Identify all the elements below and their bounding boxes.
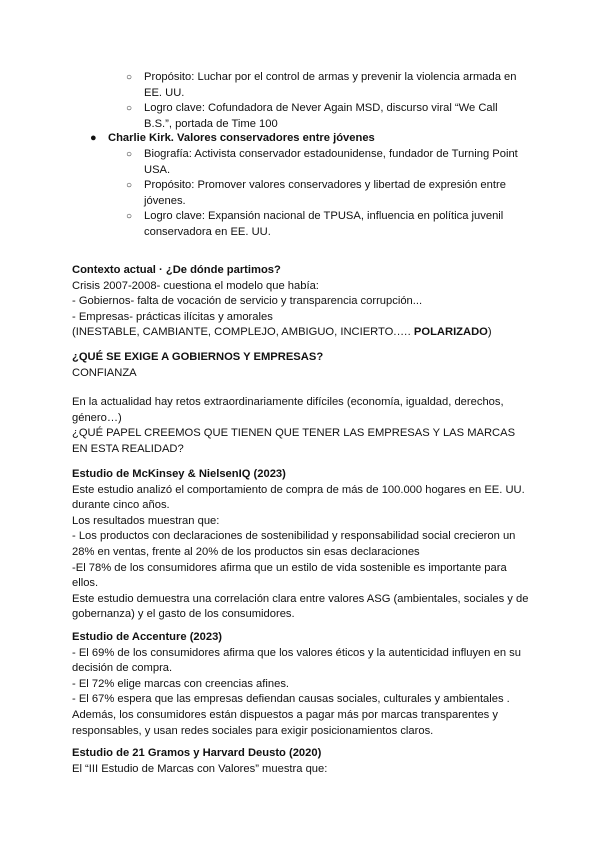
text-line: -El 78% de los consumidores afirma que un estilo de vida sostenible es importante para ellos. [72,561,507,590]
text-line: - El 69% de los consumidores afirma que los valores éticos y la autenticidad influyen en su decisión de compra. [72,646,521,675]
section-heading: ¿QUÉ SE EXIGE A GOBIERNOS Y EMPRESAS? [72,351,324,363]
list-item-text: Biografía: Activista conservador estadounidense, fundador de Turning Point USA. [144,148,518,176]
section-heading: Estudio de Accenture (2023) [72,631,223,643]
closing-bold: POLARIZADO [413,326,488,339]
paragraph: En la actualidad hay retos extraordinariamente difíciles (economía, igualdad, derechos, género…) [72,396,504,424]
retos-section [72,395,532,457]
section-heading: Contexto actual · ¿De dónde partimos? [72,264,281,276]
text-line: Este estudio analizó el comportamiento de compra de más de 100.000 hogares en EE. UU. durante cinco años. [72,483,525,512]
hollow-circle-bullet-icon: ○ [126,180,133,192]
text-line [72,325,532,341]
list-item-text: Propósito: Luchar por el control de armas y prevenir la violencia armada en EE. UU. [144,71,517,99]
text-line: Crisis 2007-2008- cuestiona el modelo que había: [72,279,319,292]
person-details [126,147,524,241]
closing-prefix: (INESTABLE, CAMBIANTE, COMPLEJO, AMBIGUO, INCIERTO.…. [72,326,414,339]
list-item-text: Propósito: Promover valores conservadores y libertad de expresión entre jóvenes. [144,179,506,207]
contexto-section [72,263,532,341]
section-heading: Estudio de 21 Gramos y Harvard Deusto (2020) [72,747,322,759]
list-item-text: Logro clave: Expansión nacional de TPUSA, influencia en política juvenil conservadora en EE. UU. [144,210,504,238]
person-heading-text: Charlie Kirk. Valores conservadores entre jóvenes [108,132,375,144]
hollow-circle-bullet-icon: ○ [126,103,133,115]
list-item [126,147,524,178]
text-line: Los resultados muestran que: [72,514,220,527]
text-line: El “III Estudio de Marcas con Valores” muestra que: [72,762,328,775]
text-line: - El 67% espera que las empresas defiendan causas sociales, culturales y ambientales . Además, los consumidores están dispuestos a pagar más por marcas transparentes y responsables, y usan redes sociales para exigir posicionamientos claros. [72,693,510,737]
exige-section [72,350,532,381]
list-item [126,70,524,101]
text-line: Este estudio demuestra una correlación clara entre valores ASG (ambientales, sociales y de gobernanza) y el gasto de los consumidores. [72,592,529,621]
text-line: - El 72% elige marcas con creencias afines. [72,677,290,690]
section-heading: Estudio de McKinsey & NielsenIQ (2023) [72,468,286,480]
closing-suffix: ) [487,326,492,339]
list-item-text: Logro clave: Cofundadora de Never Again MSD, discurso viral “We Call B.S.”, portada de Time 100 [144,102,498,130]
hollow-circle-bullet-icon: ○ [126,149,133,160]
person-heading [90,131,528,147]
text-line: CONFIANZA [72,366,137,379]
accenture-section [72,630,532,739]
paragraph: ¿QUÉ PAPEL CREEMOS QUE TIENEN QUE TENER LAS EMPRESAS Y LAS MARCAS EN ESTA REALIDAD? [72,427,516,455]
list-item [126,101,524,132]
gramos-section [72,746,532,777]
hollow-circle-bullet-icon: ○ [126,211,133,223]
text-line: - Los productos con declaraciones de sostenibilidad y responsabilidad social crecieron un 28% en ventas, frente al 20% de los productos sin esas declaraciones [72,530,516,558]
text-line: - Empresas- prácticas ilícitas y amorales [72,310,273,323]
list-item [126,209,524,240]
mckinsey-section [72,467,532,623]
filled-circle-bullet-icon: ● [90,132,97,144]
previous-person-details [126,70,524,132]
hollow-circle-bullet-icon: ○ [126,72,133,83]
text-line: - Gobiernos- falta de vocación de servicio y transparencia corrupción... [72,295,423,308]
list-item [126,178,524,209]
